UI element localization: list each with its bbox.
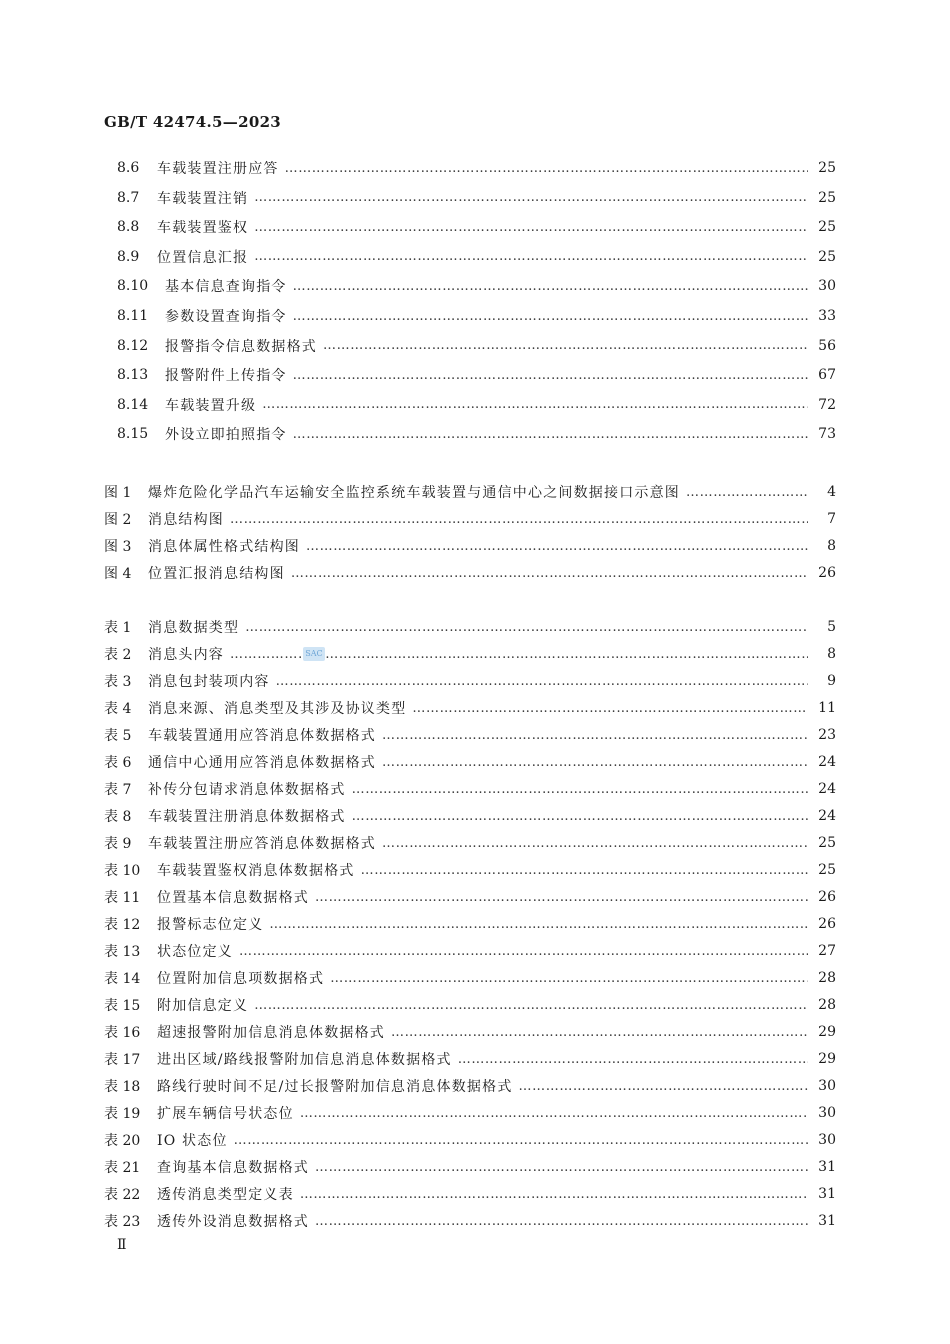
toc-entry-number: 图 1 (104, 485, 132, 501)
toc-entry-page: 30 (818, 1105, 836, 1121)
toc-entry-number: 表 1 (104, 620, 132, 636)
dot-leader (254, 220, 808, 235)
dot-leader (352, 782, 808, 797)
toc-entry[interactable] (104, 779, 836, 799)
toc-entry-page: 28 (818, 997, 836, 1013)
dot-leader (391, 1025, 808, 1040)
toc-entry-title: 车载装置注册消息体数据格式 (148, 809, 346, 825)
toc-entry-title: 位置汇报消息结构图 (148, 566, 285, 582)
dot-leader (315, 890, 808, 905)
toc-entry[interactable] (104, 1076, 836, 1096)
toc-entry-number: 8.14 (117, 396, 149, 413)
toc-entry[interactable] (117, 247, 836, 267)
toc-entry[interactable] (104, 806, 836, 826)
toc-entry-number: 图 3 (104, 539, 132, 555)
toc-entry[interactable] (117, 217, 836, 237)
toc-entry-number: 表 18 (104, 1079, 141, 1095)
dot-leader (306, 539, 808, 554)
dot-leader (382, 755, 808, 770)
toc-entry-title: 通信中心通用应答消息体数据格式 (148, 755, 376, 771)
toc-entry-number: 8.13 (117, 367, 149, 384)
watermark-logo: SAC (303, 647, 325, 661)
toc-entry-title: 进出区域/路线报警附加信息消息体数据格式 (157, 1052, 452, 1068)
toc-entry-page: 25 (818, 835, 836, 851)
toc-entry-number: 8.6 (117, 160, 140, 176)
toc-entry-title: 车载装置注册应答消息体数据格式 (148, 836, 376, 852)
dot-leader (276, 674, 808, 689)
toc-entry-number: 表 4 (104, 701, 132, 717)
toc-entry-page: 25 (818, 862, 836, 878)
toc-entry-title: 消息数据类型 (148, 620, 240, 636)
dot-leader (254, 190, 808, 205)
dot-leader (254, 249, 808, 264)
toc-entry[interactable] (104, 1022, 836, 1042)
toc-entry-page: 33 (818, 308, 836, 324)
toc-entry-page: 31 (818, 1213, 836, 1229)
toc-entry-page: 26 (818, 916, 836, 932)
dot-leader (323, 338, 808, 353)
toc-entry-page: 25 (818, 219, 836, 236)
toc-entry-title: 超速报警附加信息消息体数据格式 (157, 1025, 385, 1041)
toc-entry-page: 29 (818, 1024, 836, 1040)
toc-entry[interactable] (104, 563, 836, 583)
toc-entry-title: 扩展车辆信号状态位 (157, 1106, 294, 1122)
toc-entry-number: 表 15 (104, 998, 141, 1014)
toc-entry-title: 消息结构图 (148, 512, 224, 528)
toc-entry-title: 位置信息汇报 (157, 249, 249, 266)
toc-entry[interactable] (117, 336, 836, 356)
dot-leader (412, 701, 808, 716)
dot-leader (352, 809, 808, 824)
toc-entry-title: 车载装置升级 (165, 397, 257, 414)
toc-entry-page: 26 (818, 889, 836, 905)
toc-entry-page: 72 (818, 396, 836, 413)
toc-entry[interactable] (104, 482, 836, 502)
toc-entry-title: 参数设置查询指令 (165, 309, 287, 325)
toc-entry[interactable] (104, 914, 836, 934)
toc-entry-number: 8.11 (117, 308, 149, 324)
toc-entry[interactable] (104, 995, 836, 1015)
toc-entry-page: 30 (818, 1078, 836, 1094)
toc-entry-title: 透传消息类型定义表 (157, 1187, 294, 1203)
toc-entry-page: 23 (818, 727, 836, 743)
toc-entry-number: 表 17 (104, 1052, 141, 1068)
toc-entry[interactable] (117, 276, 836, 296)
toc-entry-number: 表 19 (104, 1106, 141, 1122)
toc-entry[interactable] (104, 509, 836, 529)
toc-entry-number: 表 14 (104, 971, 141, 987)
toc-entry-number: 表 5 (104, 728, 132, 744)
toc-entry-number: 8.9 (117, 248, 140, 265)
toc-entry-page: 31 (818, 1159, 836, 1175)
dot-leader (330, 971, 808, 986)
dot-leader (293, 427, 808, 442)
toc-entry-number: 8.7 (117, 189, 140, 206)
toc-entry-number: 表 20 (104, 1133, 141, 1149)
toc-entry-page: 29 (818, 1051, 836, 1067)
toc-entry[interactable] (117, 158, 836, 178)
toc-entry-number: 表 13 (104, 944, 141, 960)
toc-entry[interactable] (104, 887, 836, 907)
toc-entry-page: 31 (818, 1186, 836, 1202)
toc-entry[interactable] (104, 617, 836, 637)
dot-leader (686, 485, 808, 500)
toc-entry-page: 5 (827, 619, 836, 635)
dot-leader (293, 368, 808, 383)
toc-entry-number: 表 21 (104, 1160, 141, 1176)
toc-entry-page: 30 (818, 1132, 836, 1148)
dot-leader (361, 863, 808, 878)
dot-leader (262, 397, 808, 412)
toc-entry-number: 8.10 (117, 278, 149, 295)
toc-entry[interactable] (104, 644, 836, 664)
standard-number-header: GB/T 42474.5—2023 (104, 113, 282, 131)
dot-leader (285, 161, 808, 176)
toc-entry-number: 8.8 (117, 219, 140, 236)
dot-leader (230, 512, 808, 527)
toc-entry-title: 报警附件上传指令 (165, 368, 287, 385)
toc-entry-title: 透传外设消息数据格式 (157, 1214, 309, 1230)
toc-entry-page: 4 (827, 484, 836, 500)
toc-entry-number: 表 23 (104, 1214, 141, 1230)
toc-entry-title: 车载装置鉴权 (157, 220, 249, 237)
toc-entry-page: 24 (818, 808, 836, 824)
toc-entry[interactable] (104, 1049, 836, 1069)
toc-entry-number: 表 8 (104, 809, 132, 825)
toc-entry-title: IO 状态位 (157, 1133, 228, 1149)
toc-entry-title: 爆炸危险化学品汽车运输安全监控系统车载装置与通信中心之间数据接口示意图 (148, 485, 680, 501)
toc-entry-number: 表 16 (104, 1025, 141, 1041)
toc-entry[interactable] (104, 752, 836, 772)
toc-entry[interactable] (104, 536, 836, 556)
toc-entry-title: 消息包封装项内容 (148, 674, 270, 690)
toc-entry-title: 车载装置注销 (157, 190, 249, 207)
dot-leader (291, 566, 808, 581)
toc-entry-number: 表 22 (104, 1187, 141, 1203)
dot-leader (293, 279, 808, 294)
toc-entry[interactable] (117, 395, 836, 415)
toc-entry[interactable] (117, 306, 836, 326)
toc-entry-title: 消息体属性格式结构图 (148, 539, 300, 555)
toc-entry-page: 26 (818, 565, 836, 581)
toc-entry-number: 表 12 (104, 917, 141, 933)
toc-entry[interactable] (104, 860, 836, 880)
toc-entry-page: 8 (827, 646, 836, 662)
toc-entry-page: 7 (827, 511, 836, 527)
toc-entry-page: 9 (827, 673, 836, 689)
toc-entry[interactable] (104, 833, 836, 853)
toc-entry-page: 11 (818, 700, 836, 716)
dot-leader (458, 1052, 808, 1067)
toc-entry-page: 24 (818, 781, 836, 797)
dot-leader (300, 1106, 808, 1121)
dot-leader (382, 728, 808, 743)
toc-entry[interactable] (104, 1184, 836, 1204)
toc-entry-title: 位置附加信息项数据格式 (157, 971, 325, 987)
toc-entry-title: 外设立即拍照指令 (165, 427, 287, 444)
toc-entry-number: 表 9 (104, 836, 132, 852)
toc-entry-number: 表 6 (104, 755, 132, 771)
toc-entry-page: 67 (818, 367, 836, 384)
toc-entry-number: 图 2 (104, 512, 132, 528)
dot-leader (254, 998, 808, 1013)
toc-entry-title: 车载装置鉴权消息体数据格式 (157, 863, 355, 879)
toc-entry-number: 8.12 (117, 337, 149, 354)
dot-leader (300, 1187, 808, 1202)
toc-entry-title: 路线行驶时间不足/过长报警附加信息消息体数据格式 (157, 1079, 513, 1095)
toc-entry[interactable] (104, 941, 836, 961)
toc-entry[interactable] (104, 725, 836, 745)
toc-entry-number: 图 4 (104, 566, 132, 582)
dot-leader (315, 1160, 808, 1175)
toc-entry-page: 8 (827, 538, 836, 554)
dot-leader (519, 1079, 808, 1094)
toc-entry-title: 状态位定义 (157, 944, 233, 960)
toc-entry[interactable] (117, 424, 836, 444)
toc-entry-title: 附加信息定义 (157, 998, 249, 1014)
toc-entry-number: 表 3 (104, 674, 132, 690)
toc-entry-page: 56 (818, 337, 836, 354)
toc-entry-title: 位置基本信息数据格式 (157, 890, 309, 906)
toc-entry-page: 73 (818, 426, 836, 443)
toc-entry-page: 27 (818, 943, 836, 959)
toc-entry-page: 25 (818, 189, 836, 206)
toc-entry[interactable] (117, 365, 836, 385)
toc-entry-page: 24 (818, 754, 836, 770)
toc-entry-title: 消息来源、消息类型及其涉及协议类型 (148, 701, 407, 717)
toc-entry-title: 查询基本信息数据格式 (157, 1160, 309, 1176)
toc-entry-title: 报警指令信息数据格式 (165, 338, 317, 355)
page-number-footer: Ⅱ (117, 1237, 127, 1253)
toc-entry[interactable] (104, 1103, 836, 1123)
toc-entry[interactable] (104, 1211, 836, 1231)
toc-entry-number: 表 7 (104, 782, 132, 798)
toc-entry-title: 报警标志位定义 (157, 917, 264, 933)
toc-entry-number: 表 10 (104, 863, 141, 879)
toc-entry[interactable] (104, 968, 836, 988)
toc-entry-number: 表 11 (104, 890, 141, 906)
toc-entry-number: 表 2 (104, 647, 132, 663)
toc-entry[interactable] (117, 188, 836, 208)
toc-entry-page: 30 (818, 278, 836, 295)
toc-entry-title: 车载装置通用应答消息体数据格式 (148, 728, 376, 744)
toc-entry-number: 8.15 (117, 426, 149, 443)
toc-entry-page: 25 (818, 160, 836, 176)
toc-entry-page: 25 (818, 248, 836, 265)
dot-leader (315, 1214, 808, 1229)
toc-entry-title: 基本信息查询指令 (165, 279, 287, 296)
toc-entry[interactable] (104, 698, 836, 718)
dot-leader (239, 944, 808, 959)
toc-entry-title: 消息头内容 (148, 647, 224, 663)
dot-leader (382, 836, 808, 851)
dot-leader (269, 917, 808, 932)
toc-entry-title: 车载装置注册应答 (157, 161, 279, 177)
toc-entry[interactable] (104, 1157, 836, 1177)
toc-entry[interactable] (104, 1130, 836, 1150)
dot-leader (245, 620, 808, 635)
toc-entry-page: 28 (818, 970, 836, 986)
toc-entry[interactable] (104, 671, 836, 691)
dot-leader (234, 1133, 808, 1148)
toc-entry-title: 补传分包请求消息体数据格式 (148, 782, 346, 798)
dot-leader (293, 309, 808, 324)
